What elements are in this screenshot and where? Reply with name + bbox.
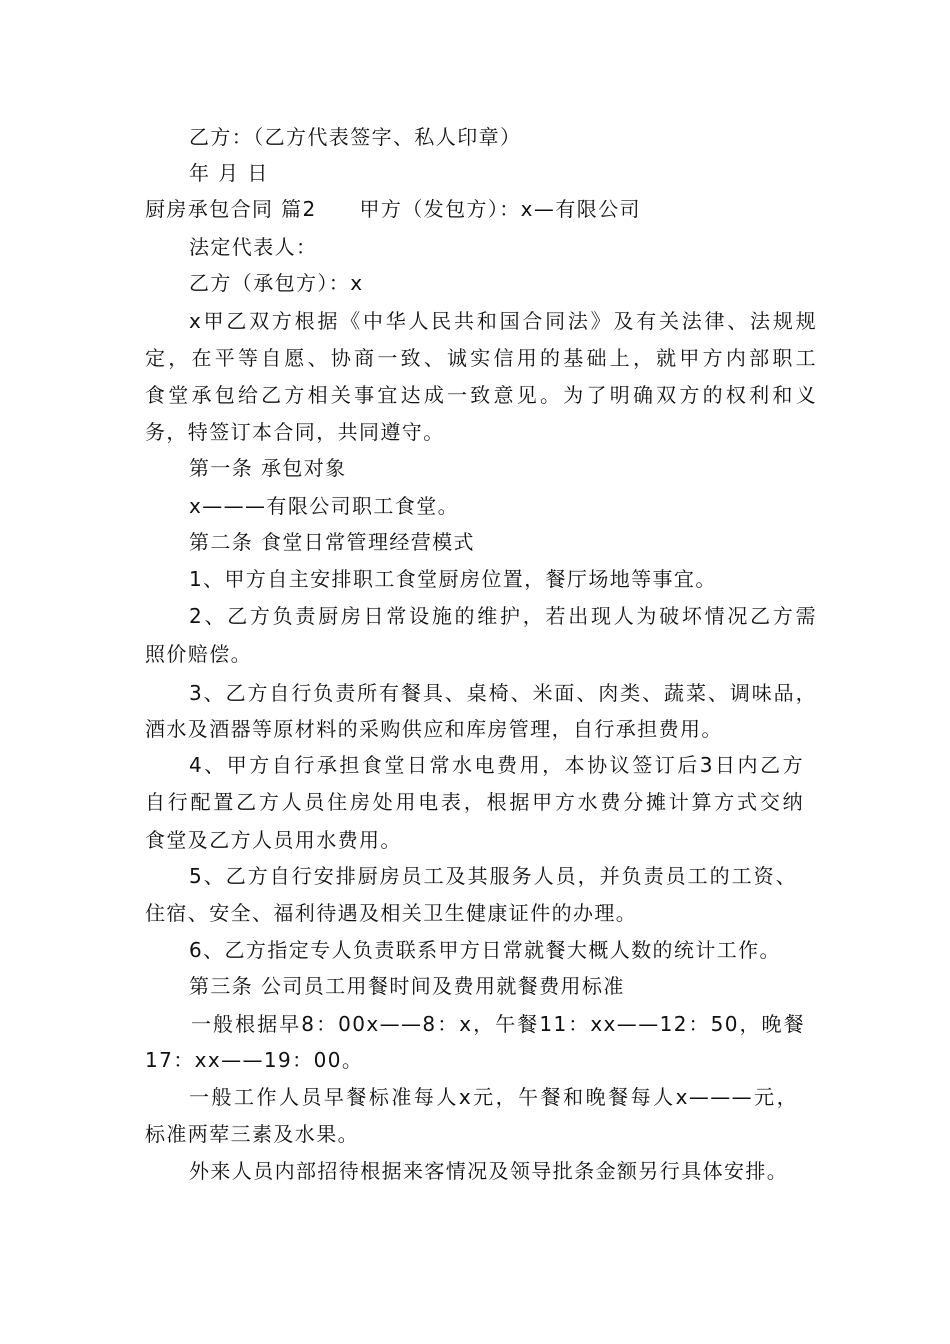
list-item: 6、乙方指定专人负责联系甲方日常就餐大概人数的统计工作。 <box>189 938 781 962</box>
article-heading: 第三条 公司员工用餐时间及费用就餐费用标准 <box>189 974 625 998</box>
date-line: 年 月 日 <box>189 161 269 185</box>
paragraph-line: x甲乙双方根据《中华人民共和国合同法》及有关法律、法规规 <box>189 309 817 333</box>
paragraph-line: 一般根据早8：00x——8：x，午餐11：xx——12：50，晚餐 <box>191 1012 805 1036</box>
list-item-continued: 自行配置乙方人员住房处用电表，根据甲方水费分摊计算方式交纳 <box>145 790 804 814</box>
list-item: 1、甲方自主安排职工食堂厨房位置，餐厅场地等事宜。 <box>189 567 717 591</box>
paragraph-line: 标准两荤三素及水果。 <box>145 1122 359 1146</box>
article-heading: 第一条 承包对象 <box>189 456 347 480</box>
list-item: 5、乙方自行安排厨房员工及其服务人员，并负责员工的工资、 <box>189 864 797 888</box>
paragraph-line: 定，在平等自愿、协商一致、诚实信用的基础上，就甲方内部职工 <box>145 346 817 370</box>
list-item-continued: 酒水及酒器等原材料的采购供应和库房管理，自行承担费用。 <box>145 717 723 741</box>
paragraph-line: 务，特签订本合同，共同遵守。 <box>145 420 445 444</box>
list-item-continued: 照价赔偿。 <box>145 642 252 666</box>
party-b-line: 乙方（承包方）：x <box>189 271 364 295</box>
section-heading: 厨房承包合同 篇2 甲方（发包方）：x—有限公司 <box>145 197 641 221</box>
paragraph-line: 食堂承包给乙方相关事宜达成一致意见。为了明确双方的权利和义 <box>145 383 817 407</box>
paragraph-line: 17：xx——19：00。 <box>145 1048 364 1072</box>
list-item: 4、甲方自行承担食堂日常水电费用，本协议签订后3日内乙方 <box>189 753 804 777</box>
paragraph-line: 外来人员内部招待根据来客情况及领导批条金额另行具体安排。 <box>189 1159 789 1183</box>
legal-representative-line: 法定代表人： <box>189 235 318 259</box>
list-item: 2、乙方负责厨房日常设施的维护，若出现人为破坏情况乙方需 <box>189 604 817 628</box>
paragraph-line: x———有限公司职工食堂。 <box>189 494 460 518</box>
list-item-continued: 食堂及乙方人员用水费用。 <box>145 828 402 852</box>
paragraph-line: 一般工作人员早餐标准每人x元，午餐和晚餐每人x———元， <box>189 1085 798 1109</box>
list-item-continued: 住宿、安全、福利待遇及相关卫生健康证件的办理。 <box>145 901 638 925</box>
article-heading: 第二条 食堂日常管理经营模式 <box>189 530 475 554</box>
list-item: 3、乙方自行负责所有餐具、桌椅、米面、肉类、蔬菜、调味品， <box>189 681 817 705</box>
signature-line: 乙方：（乙方代表签字、私人印章） <box>189 125 522 149</box>
